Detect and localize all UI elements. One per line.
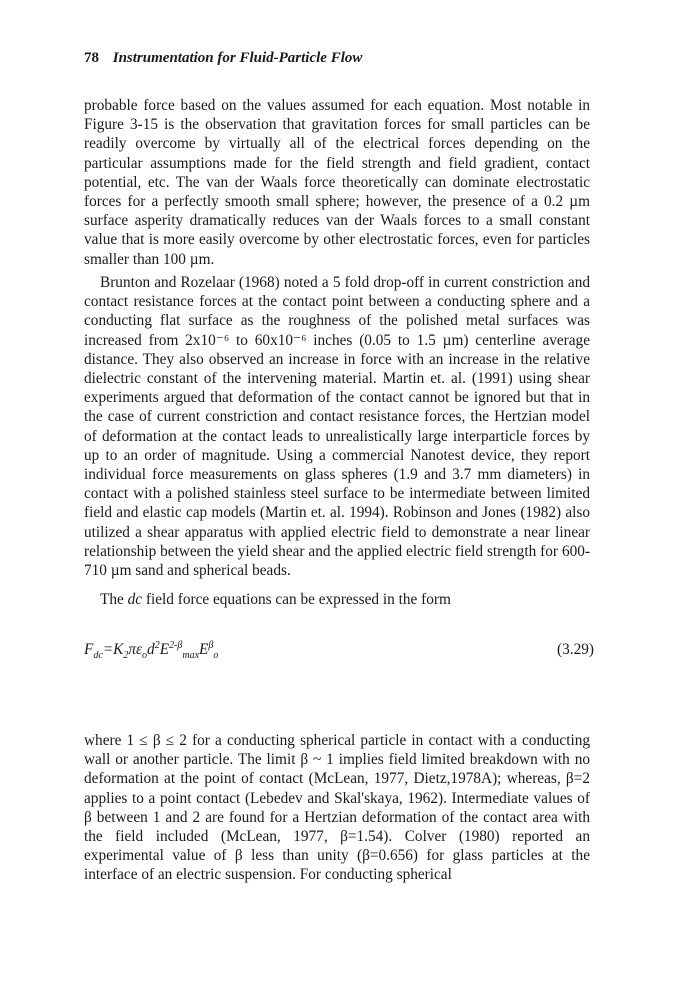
eq-d-sup: 2	[154, 639, 160, 651]
eq-e-max: E	[159, 641, 170, 658]
eq-e-o: E	[199, 641, 209, 658]
eq-d: d	[147, 641, 155, 658]
equation-formula	[84, 639, 219, 662]
paragraph-3-text	[84, 590, 590, 609]
book-title: Instrumentation for Fluid-Particle Flow	[112, 50, 363, 66]
eq-eps-sub: o	[142, 650, 148, 662]
p3-after: field force equations can be expressed in the form	[142, 591, 451, 608]
eq-pi-eps: πε	[128, 641, 143, 658]
paragraph-3	[84, 590, 590, 609]
paragraph-1-text: probable force based on the values assumed for each equation. Most notable in Figure 3-15 is the observation that gravitation forces for small particles can be readily overcome by virtually all of the electrical forces depending on the particular assumptions made for the field strength and field gradient, contact potential, etc. The van der Waals force theoretically can dominate electrostatic forces for a perfectly smooth small sphere; however, the presence of a 0.2 µm surface asperity dramatically reduces van der Waals forces to a small constant value that is more easily overcome by other electrostatic forces, even for particles smaller than 100 µm.	[84, 97, 590, 268]
paragraph-4	[84, 731, 590, 885]
paragraph-2	[84, 273, 590, 580]
page-number: 78	[84, 50, 99, 66]
eq-lhs: F	[84, 641, 94, 658]
eq-e-o-sup: β	[208, 639, 214, 651]
eq-k: K	[113, 641, 124, 658]
paragraph-4-text: where 1 ≤ β ≤ 2 for a conducting spherical particle in contact with a conducting wall or another particle. The limit β ~ 1 implies field limited breakdown with no deformation at the point of contact (McLean, 1977, Dietz,1978A); whereas, β=2 applies to a point contact (Lebedev and Skal'skaya, 1962). Intermediate values of β between 1 and 2 are found for a Hertzian deformation of the contact area with the field included (McLean, 1977, β=1.54). Colver (1980) reported an experimental value of β less than unity (β=0.656) for glass particles at the interface of an electric suspension. For conducting spherical	[84, 732, 590, 884]
eq-k-sub: 2	[123, 650, 129, 662]
eq-e-max-sup: 2-β	[169, 639, 183, 651]
p3-italic: dc	[127, 591, 143, 608]
equation-number: (3.29)	[557, 641, 594, 658]
running-head	[84, 50, 362, 67]
eq-equals: =	[102, 641, 114, 658]
paragraph-1	[84, 96, 590, 269]
eq-e-o-sub: o	[213, 650, 219, 662]
eq-lhs-sub: dc	[93, 650, 103, 662]
eq-e-max-sub: max	[182, 650, 200, 662]
paragraph-2-text: Brunton and Rozelaar (1968) noted a 5 fold drop-off in current constriction and contact resistance forces at the contact point between a conducting sphere and a conducting flat surface as the roughness of the polished metal surfaces was increased from 2x10⁻⁶ to 60x10⁻⁶ inches (0.05 to 1.5 µm) centerline average distance. They also observed an increase in force with an increase in the relative dielectric constant of the intervening material. Martin et. al. (1991) using shear experiments argued that deformation of the contact cannot be ignored but that in the case of current constriction and contact resistance forces, the Hertzian model of deformation at the contact leads to unrealistically large interparticle forces by up to an order of magnitude. Using a commercial Nanotest device, they report individual force measurements on glass spheres (1.9 and 3.7 mm diameters) in contact with a polished stainless steel surface to be intermediate between limited field and elastic cap models (Martin et. al. 1994). Robinson and Jones (1982) also utilized a shear apparatus with applied electric field to demonstrate a near linear relationship between the yield shear and the applied electric field strength for 600-710 µm sand and spherical beads.	[84, 274, 590, 580]
p3-before: The	[100, 591, 128, 608]
equation-3-29	[84, 641, 594, 675]
